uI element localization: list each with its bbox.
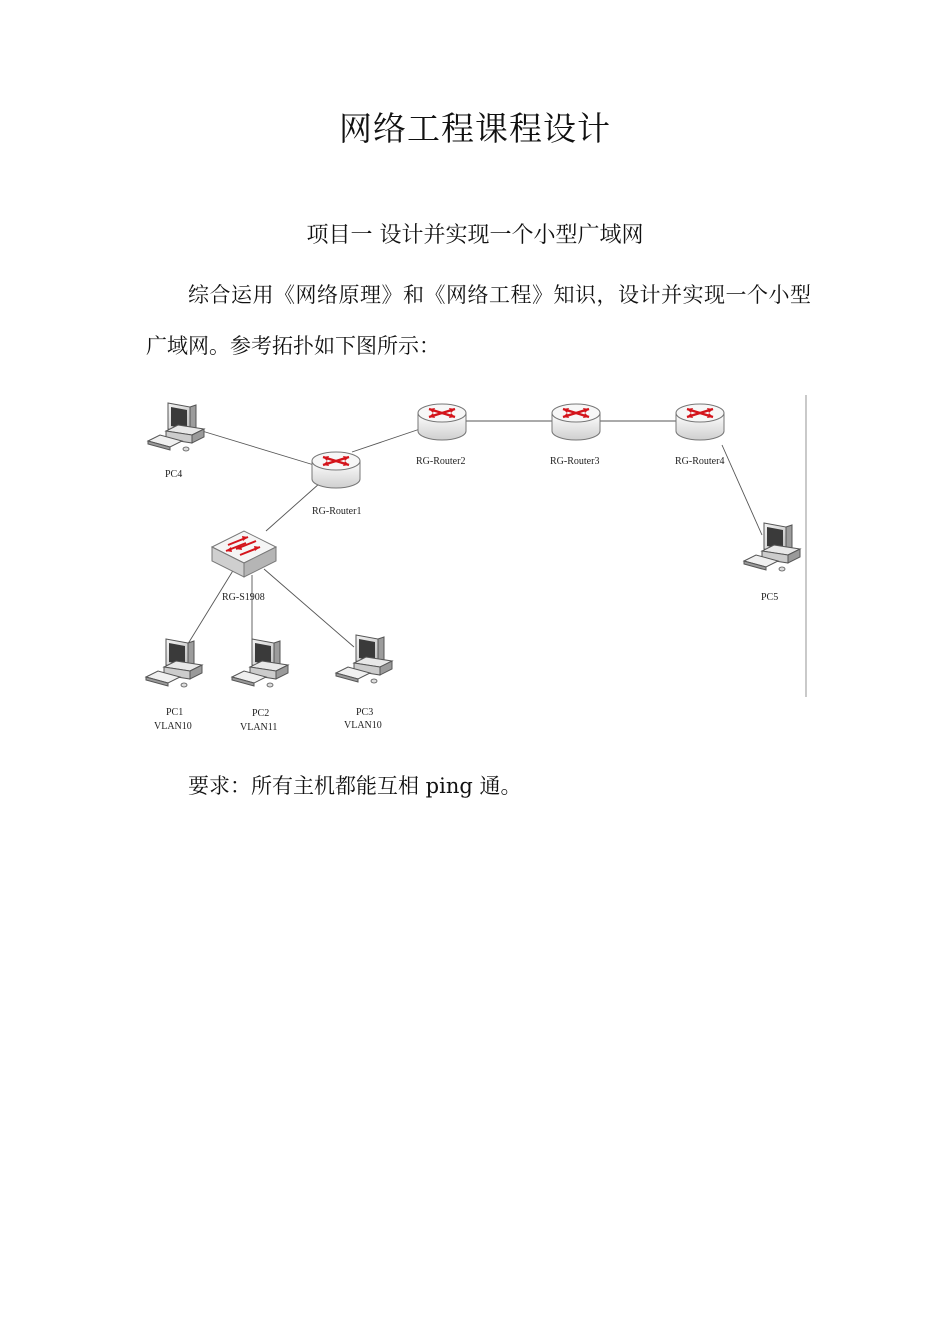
switch-icon: [212, 531, 276, 577]
link-switch-pc3: [264, 569, 354, 647]
router2-icon: [418, 404, 466, 440]
link-router4-pc5: [722, 445, 762, 535]
label-pc5: PC5: [761, 592, 779, 603]
label-router2: RG-Router2: [416, 456, 466, 467]
link-router1-router2: [352, 429, 420, 452]
router1-icon: [312, 452, 360, 488]
label-router4: RG-Router4: [675, 456, 725, 467]
pc5-icon: [744, 523, 800, 571]
project-subtitle: 项目一 设计并实现一个小型广域网: [306, 223, 644, 248]
router3-icon: [552, 404, 600, 440]
pc3-icon: [336, 635, 392, 683]
label-router1: RG-Router1: [312, 506, 362, 517]
label-pc2-vlan: VLAN11: [240, 722, 278, 733]
label-pc1: PC1: [166, 707, 184, 718]
pc4-icon: [148, 403, 204, 451]
pc2-icon: [232, 639, 288, 687]
pc1-icon: [146, 639, 202, 687]
intro-paragraph: 综合运用《网络原理》和《网络工程》知识，设计并实现一个小型广域网。参考拓扑如下图所示：: [146, 283, 811, 358]
label-pc4: PC4: [165, 469, 183, 480]
link-pc4-router1: [202, 431, 314, 465]
label-switch: RG-S1908: [222, 592, 265, 603]
label-pc2: PC2: [252, 708, 270, 719]
page-title: 网络工程课程设计: [339, 109, 611, 148]
link-switch-pc1: [186, 569, 234, 647]
requirement-text: 要求：所有主机都能互相 ping 通。: [188, 774, 522, 798]
label-pc1-vlan: VLAN10: [154, 721, 192, 732]
label-pc3-vlan: VLAN10: [344, 720, 382, 731]
network-topology-diagram: [130, 385, 820, 745]
label-router3: RG-Router3: [550, 456, 600, 467]
router4-icon: [676, 404, 724, 440]
label-pc3: PC3: [356, 707, 374, 718]
